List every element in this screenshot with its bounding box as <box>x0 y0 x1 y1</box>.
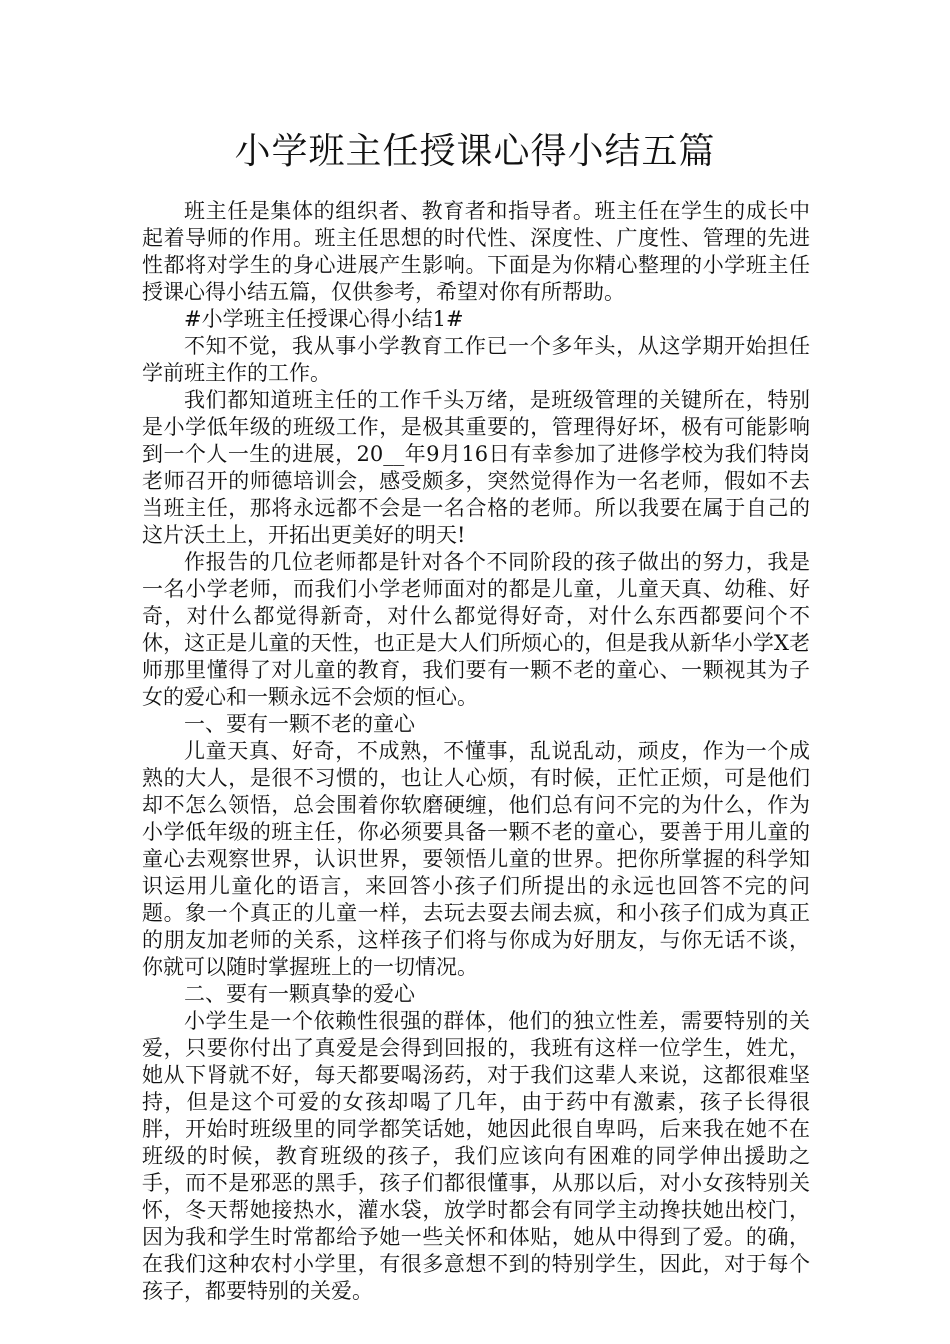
body-paragraph: 我们都知道班主任的工作千头万绪，是班级管理的关键所在，特别是小学低年级的班级工作，是极其重要的，管理得好坏，极有可能影响到一个人一生的进展，20__年9月16日有幸参加了进修学校为我们特岗老师召开的师德培训会，感受颇多，突然觉得作为一名老师，假如不去当班主任，那将永远都不会是一名合格的老师。所以我要在属于自己的这片沃土上，开拓出更美好的明天! <box>142 388 810 547</box>
document-title: 小学班主任授课心得小结五篇 <box>234 131 716 172</box>
body-paragraph: 作报告的几位老师都是针对各个不同阶段的孩子做出的努力，我是一名小学老师，而我们小学老师面对的都是儿童，儿童天真、幼稚、好奇，对什么都觉得新奇，对什么都觉得好奇，对什么东西都要问个不休，这正是儿童的天性，也正是大人们所烦心的，但是我从新华小学X老师那里懂得了对儿童的教育，我们要有一颗不老的童心、一颗视其为子女的爱心和一颗永远不会烦的恒心。 <box>142 550 810 709</box>
document-body <box>142 198 810 1305</box>
subheading-sincere-love: 二、要有一颗真挚的爱心 <box>184 982 415 1006</box>
body-paragraph: 儿童天真、好奇，不成熟，不懂事，乱说乱动，顽皮，作为一个成熟的大人，是很不习惯的，也让人心烦，有时候，正忙正烦，可是他们却不怎么领悟，总会围着你软磨硬缠，他们总有问不完的为什么，作为小学低年级的班主任，你必须要具备一颗不老的童心，要善于用儿童的童心去观察世界，认识世界，要领悟儿童的世界。把你所掌握的科学知识运用儿童化的语言，来回答小孩子们所提出的永远也回答不完的问题。象一个真正的儿童一样，去玩去耍去闹去疯，和小孩子们成为真正的朋友加老师的关系，这样孩子们将与你成为好朋友，与你无话不谈，你就可以随时掌握班上的一切情况。 <box>142 739 810 979</box>
body-paragraph: 小学生是一个依赖性很强的群体，他们的独立性差，需要特别的关爱，只要你付出了真爱是会得到回报的，我班有这样一位学生，姓尤，她从下肾就不好，每天都要喝汤药，对于我们这辈人来说，这都很难坚持，但是这个可爱的女孩却喝了几年，由于药中有激素，孩子长得很胖，开始时班级里的同学都笑话她，她因此很自卑吗，后来我在她不在班级的时候，教育班级的孩子，我们应该向有困难的同学伸出援助之手，而不是邪恶的黑手，孩子们都很懂事，从那以后，对小女孩特别关怀，冬天帮她接热水，灌水袋，放学时都会有同学主动搀扶她出校门，因为我和学生时常都给予她一些关怀和体贴，她从中得到了爱。的确，在我们这种农村小学里，有很多意想不到的特别学生，因此，对于每个孩子，都要特别的关爱。 <box>142 1009 810 1303</box>
subheading-childlike-heart: 一、要有一颗不老的童心 <box>184 712 415 736</box>
intro-paragraph: 班主任是集体的组织者、教育者和指导者。班主任在学生的成长中起着导师的作用。班主任思想的时代性、深度性、广度性、管理的先进性都将对学生的身心进展产生影响。下面是为你精心整理的小学班主任授课心得小结五篇，仅供参考，希望对你有所帮助。 <box>142 199 810 304</box>
section-heading-1: #小学班主任授课心得小结1# <box>184 307 464 331</box>
body-paragraph: 不知不觉，我从事小学教育工作已一个多年头，从这学期开始担任学前班主作的工作。 <box>142 334 810 385</box>
